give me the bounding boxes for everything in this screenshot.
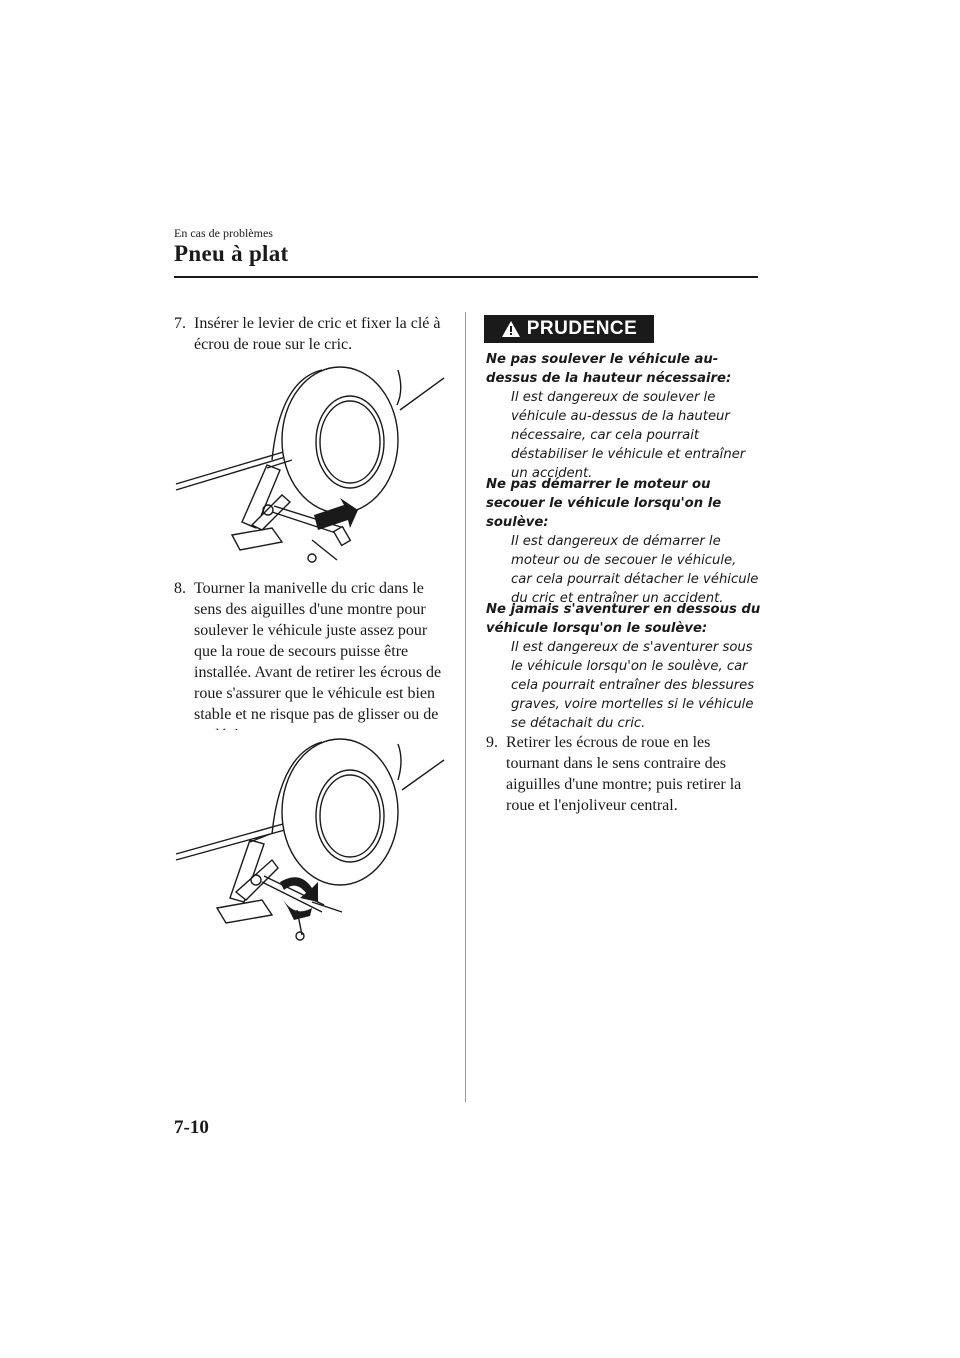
step-number: 8. <box>174 580 186 597</box>
step-9 <box>486 732 761 816</box>
caution-item <box>486 600 761 733</box>
section-label: En cas de problèmes <box>174 226 273 240</box>
caution-body: Il est dangereux de s'aventurer sous le véhicule lorsqu'on le soulève, car cela pourrait entraîner des blessures graves, voire mortelles si le véhicule se détachait du cric. <box>511 640 755 731</box>
step-8 <box>174 578 454 746</box>
caution-heading: Ne pas soulever le véhicule au-dessus de la hauteur nécessaire: <box>486 352 732 386</box>
jack-raise-illustration <box>172 730 452 945</box>
caution-body: Il est dangereux de soulever le véhicule au-dessus de la hauteur nécessaire, car cela pourrait déstabiliser le véhicule et entraîner un accident. <box>511 390 746 481</box>
warning-triangle-icon <box>501 320 521 338</box>
page-number: 7-10 <box>174 1117 209 1138</box>
step-number: 9. <box>486 734 498 751</box>
caution-heading: Ne jamais s'aventurer en dessous du véhicule lorsqu'on le soulève: <box>486 602 761 636</box>
header-rule <box>174 276 758 278</box>
step-number: 7. <box>174 315 186 332</box>
caution-item <box>486 475 761 608</box>
page-title: Pneu à plat <box>174 241 289 266</box>
caution-item <box>486 350 761 483</box>
column-divider <box>465 312 466 1102</box>
step-text: Tourner la manivelle du cric dans le sens des aiguilles d'une montre pour soulever le véhicule juste assez pour que la roue de secours puisse être installée. Avant de retirer les écrous de roue s'assurer que le véhicule est bien stable et ne risque pas de glisser ou de se déplacer. <box>194 580 442 744</box>
caution-badge <box>484 315 654 343</box>
caution-body: Il est dangereux de démarrer le moteur ou de secouer le véhicule, car cela pourrait détacher le véhicule du cric et entraîner un accident. <box>511 534 759 606</box>
step-text: Retirer les écrous de roue en les tournant dans le sens contraire des aiguilles d'une montre; puis retirer la roue et l'enjoliveur central. <box>506 734 742 814</box>
caution-label: PRUDENCE <box>526 318 638 339</box>
step-7 <box>174 313 454 355</box>
jack-lever-illustration <box>172 360 452 565</box>
step-text: Insérer le levier de cric et fixer la clé à écrou de roue sur le cric. <box>194 315 441 353</box>
caution-heading: Ne pas démarrer le moteur ou secouer le véhicule lorsqu'on le soulève: <box>486 477 722 530</box>
